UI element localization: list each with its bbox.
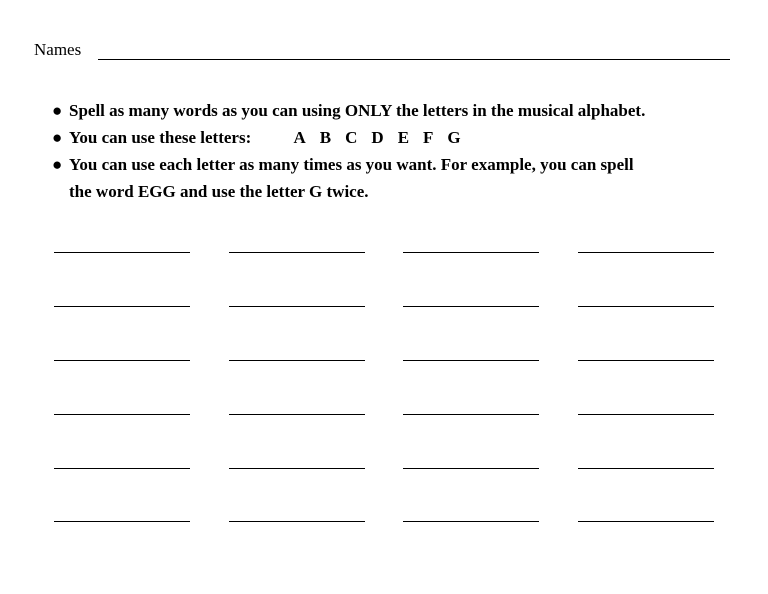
- answer-blank[interactable]: [578, 521, 714, 522]
- answer-blank[interactable]: [578, 468, 714, 469]
- answer-blank[interactable]: [578, 252, 714, 253]
- answer-blank[interactable]: [229, 252, 365, 253]
- letter-b: B: [319, 128, 332, 147]
- bullet-icon: ●: [52, 128, 63, 147]
- answer-blank[interactable]: [54, 306, 190, 307]
- letter-f: F: [423, 128, 434, 147]
- instruction-text-1: Spell as many words as you can using ONLY the letters in the musical alphabet.: [69, 101, 646, 120]
- answer-blank[interactable]: [229, 306, 365, 307]
- answer-blank[interactable]: [403, 414, 539, 415]
- answer-blank[interactable]: [54, 414, 190, 415]
- answer-blank[interactable]: [403, 521, 539, 522]
- letter-d: D: [371, 128, 384, 147]
- answer-blank[interactable]: [578, 306, 714, 307]
- bullet-icon: ●: [52, 101, 63, 120]
- answer-blank[interactable]: [229, 468, 365, 469]
- answer-blank[interactable]: [403, 468, 539, 469]
- instruction-text-3-continued: the word EGG and use the letter G twice.: [69, 182, 369, 201]
- answer-blank[interactable]: [54, 468, 190, 469]
- answer-blank[interactable]: [229, 414, 365, 415]
- answer-blank[interactable]: [403, 360, 539, 361]
- answer-blank[interactable]: [578, 360, 714, 361]
- names-label: Names: [34, 40, 82, 59]
- answer-blank[interactable]: [54, 252, 190, 253]
- answer-blank[interactable]: [578, 414, 714, 415]
- answer-blank[interactable]: [229, 360, 365, 361]
- answer-blank[interactable]: [403, 252, 539, 253]
- answer-blank[interactable]: [403, 306, 539, 307]
- bullet-icon: ●: [52, 155, 63, 174]
- letter-g: G: [447, 128, 461, 147]
- letter-c: C: [345, 128, 358, 147]
- answer-blank[interactable]: [54, 360, 190, 361]
- instruction-text-2: You can use these letters:: [69, 128, 252, 147]
- letter-a: A: [293, 128, 306, 147]
- answer-blank[interactable]: [54, 521, 190, 522]
- answer-blank[interactable]: [229, 521, 365, 522]
- instruction-text-3: You can use each letter as many times as you want. For example, you can spell: [69, 155, 634, 174]
- letter-e: E: [397, 128, 410, 147]
